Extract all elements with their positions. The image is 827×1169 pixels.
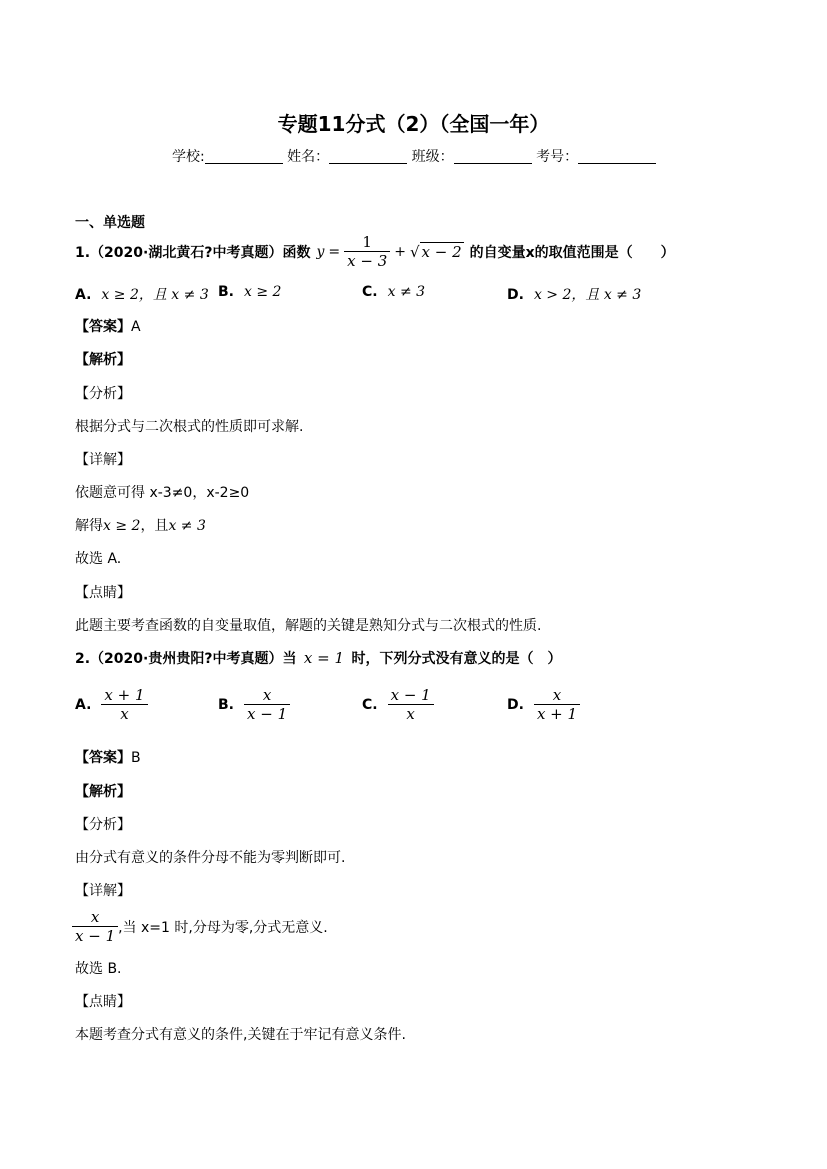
q2-stem-math: x = 1 (303, 649, 345, 667)
q1-option-b[interactable] (218, 284, 281, 300)
sqrt-icon: √ (409, 242, 420, 261)
q2-option-b-fraction (244, 686, 290, 723)
student-info-line (172, 146, 656, 166)
q2-comment-text: 本题考查分式有意义的条件,关键在于牢记有意义条件. (75, 1027, 406, 1043)
q1-option-b-text: x ≥ 2 (244, 284, 282, 300)
q1-fraction-den: x − 3 (344, 251, 390, 270)
q1-stem-prefix: 1.（2020·湖北黄石?中考真题）函数 (75, 244, 311, 261)
q1-fraction-num: 1 (362, 233, 372, 251)
q1-comment-label: 【点睛】 (75, 585, 131, 601)
q2-option-c-label: C. (362, 696, 378, 713)
q2-option-d[interactable] (507, 686, 580, 723)
q2-detail-line (72, 908, 328, 945)
q2-detail-den: x − 1 (72, 926, 118, 945)
q2-answer-label: 【答案】 (75, 750, 131, 766)
q2-detail-fraction (72, 908, 118, 945)
q1-sqrt (410, 243, 464, 261)
q2-option-b-label: B. (218, 696, 234, 713)
q2-detail-num: x (90, 908, 100, 926)
q1-answer-value: A (131, 319, 141, 335)
q1-detail-line1: 依题意可得 x-3≠0，x-2≥0 (75, 485, 250, 501)
q2-stem (75, 648, 561, 668)
section-heading: 一、单选题 (75, 215, 145, 231)
q2-option-a[interactable] (75, 686, 148, 723)
q1-formula-eq: = (328, 243, 341, 260)
q1-formula-plus: + (394, 243, 406, 260)
q1-stem (75, 233, 675, 270)
q1-option-c-label: C. (362, 284, 378, 300)
exam-no-blank[interactable] (578, 149, 656, 164)
exam-no-label: 考号： (536, 149, 579, 165)
q2-option-a-fraction (101, 686, 147, 723)
q2-option-a-num: x + 1 (104, 686, 145, 704)
school-blank[interactable] (205, 149, 283, 164)
q1-option-a-label: A. (75, 287, 92, 303)
q2-detail-text: ,当 x=1 时,分母为零,分式无意义. (118, 919, 328, 936)
q2-option-d-fraction (534, 686, 580, 723)
q1-detail-line2-math2: x ≠ 3 (168, 518, 206, 534)
q2-conclusion: 故选 B. (75, 961, 122, 977)
q2-option-b-den: x − 1 (244, 704, 290, 723)
q2-option-b[interactable] (218, 686, 290, 723)
q2-option-c-den: x (388, 704, 434, 723)
q1-detail-label: 【详解】 (75, 452, 131, 468)
q2-option-d-den: x + 1 (534, 704, 580, 723)
q2-stem-prefix: 2.（2020·贵州贵阳?中考真题）当 (75, 651, 297, 667)
q1-sqrt-radicand: x − 2 (421, 242, 462, 261)
q1-stem-suffix: 的自变量x的取值范围是（ ） (469, 244, 675, 261)
q1-formula-y: y (316, 243, 325, 260)
q1-option-c-text: x ≠ 3 (387, 284, 426, 300)
q1-fenxi-label: 【分析】 (75, 386, 131, 402)
name-blank[interactable] (329, 149, 407, 164)
q2-stem-suffix: 时，下列分式没有意义的是（ ） (351, 651, 562, 667)
q2-option-a-label: A. (75, 696, 92, 713)
q2-option-d-num: x (552, 686, 562, 704)
q1-answer-label: 【答案】 (75, 319, 131, 335)
q1-option-b-label: B. (218, 284, 234, 300)
q2-comment-label: 【点睛】 (75, 994, 131, 1010)
q1-comment-text: 此题主要考查函数的自变量取值，解题的关键是熟知分式与二次根式的性质. (75, 618, 542, 634)
q2-fenxi-text: 由分式有意义的条件分母不能为零判断即可. (75, 850, 346, 866)
q1-answer (75, 316, 141, 336)
q2-option-a-den: x (101, 704, 147, 723)
q1-option-d[interactable] (507, 284, 641, 304)
page-title: 专题11分式（2）（全国一年） (277, 112, 550, 136)
q2-analysis-label: 【解析】 (75, 784, 131, 800)
q1-option-a[interactable] (75, 284, 209, 304)
q2-option-b-num: x (262, 686, 272, 704)
q1-detail-line2-math: x ≥ 2 (103, 518, 141, 534)
q2-detail-label: 【详解】 (75, 883, 131, 899)
q1-fenxi-text: 根据分式与二次根式的性质即可求解. (75, 419, 304, 435)
class-blank[interactable] (454, 149, 532, 164)
name-label: 姓名： (287, 149, 330, 165)
q1-option-c[interactable] (362, 284, 425, 300)
q1-analysis-label: 【解析】 (75, 352, 131, 368)
school-label: 学校: (172, 149, 205, 165)
q2-fenxi-label: 【分析】 (75, 817, 131, 833)
q2-option-c[interactable] (362, 686, 434, 723)
q1-conclusion: 故选 A. (75, 551, 122, 567)
q2-answer-value: B (131, 750, 141, 766)
class-label: 班级： (411, 149, 454, 165)
q1-detail-line2-mid: ，且 (140, 518, 169, 534)
q1-fraction (344, 233, 390, 270)
q2-option-c-fraction (388, 686, 434, 723)
q2-answer (75, 747, 141, 767)
q2-option-c-num: x − 1 (390, 686, 431, 704)
q1-option-a-text: x ≥ 2，且 x ≠ 3 (101, 287, 209, 303)
q2-option-d-label: D. (507, 696, 524, 713)
q1-option-d-label: D. (507, 287, 524, 303)
q1-detail-line2-prefix: 解得 (75, 518, 103, 534)
q1-detail-line2 (75, 515, 206, 535)
q1-option-d-text: x > 2，且 x ≠ 3 (533, 287, 642, 303)
